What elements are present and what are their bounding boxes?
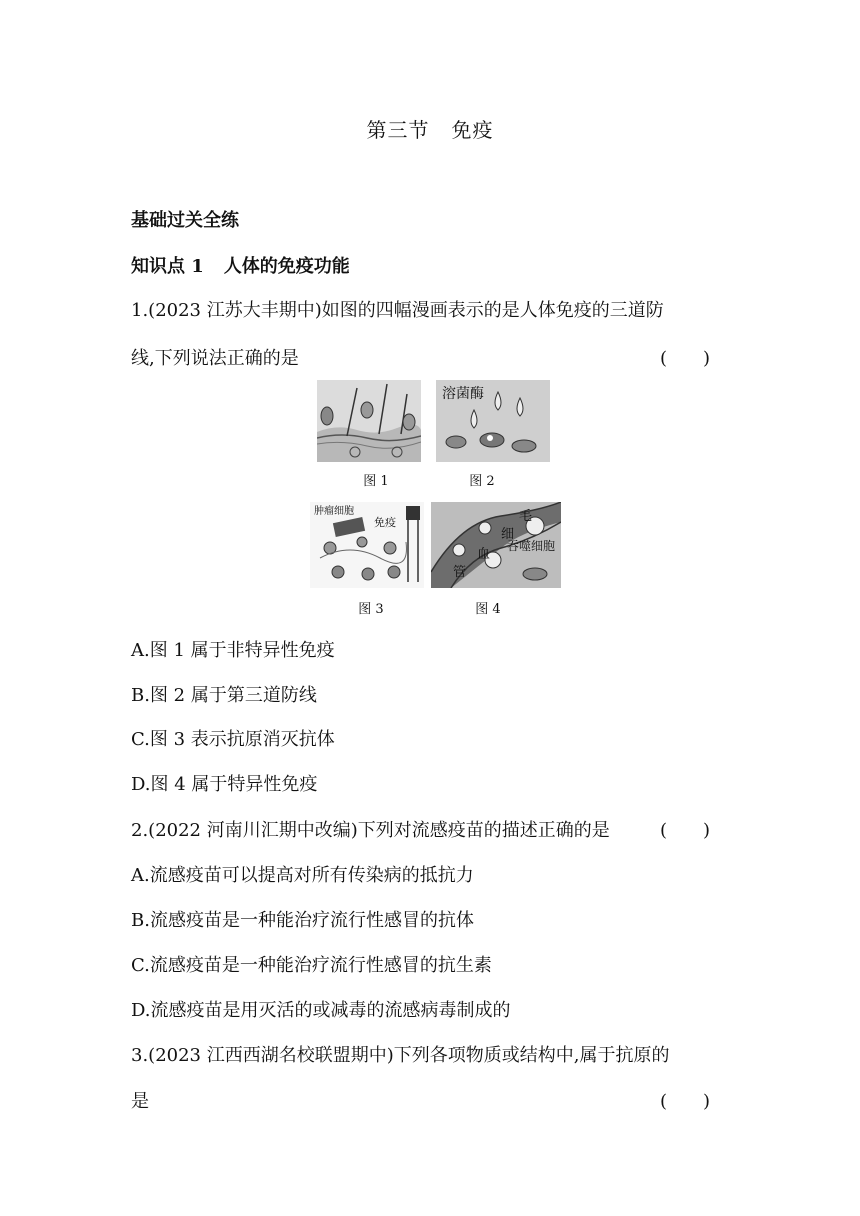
q2-option-b[interactable]: B.流感疫苗是一种能治疗流行性感冒的抗体 [131,910,474,931]
figure-3-caption: 图 3 [358,602,384,617]
knowledge-point-topic: 人体的免疫功能 [223,256,350,277]
figure-3-label-a: 肿瘤细胞 [314,506,354,517]
knowledge-point-label: 知识点 1 [131,256,204,277]
q3-answer-paren: ( ) [660,1091,711,1112]
section-heading: 基础过关全练 [131,210,239,231]
figure-2-image [436,380,550,462]
q2-answer-paren: ( ) [660,820,711,841]
figure-4-label-d: 管 [453,565,467,580]
figure-2-label: 溶菌酶 [442,386,484,402]
figure-4-label-a: 毛 [519,509,533,524]
page-title [0,114,860,143]
q1-stem-line2: 线,下列说法正确的是 [131,348,299,369]
q3-stem-line2: 是 [131,1091,149,1112]
figure-2-caption: 图 2 [469,474,495,489]
q3-stem-line1: 3.(2023 江西西湖名校联盟期中)下列各项物质或结构中,属于抗原的 [131,1045,670,1066]
figure-3-image [310,502,424,588]
q1-stem-line1: 1.(2023 江苏大丰期中)如图的四幅漫画表示的是人体免疫的三道防 [131,300,664,321]
q2-option-a[interactable]: A.流感疫苗可以提高对所有传染病的抵抗力 [131,865,474,886]
q2-option-c[interactable]: C.流感疫苗是一种能治疗流行性感冒的抗生素 [131,955,492,976]
q2-option-d[interactable]: D.流感疫苗是用灭活的或减毒的流感病毒制成的 [131,1000,511,1021]
figure-4-image [431,502,561,588]
figure-4-caption: 图 4 [475,602,501,617]
q1-option-b[interactable]: B.图 2 属于第三道防线 [131,685,317,706]
q1-option-d[interactable]: D.图 4 属于特异性免疫 [131,774,318,795]
figure-4-label-e: 吞噬细胞 [507,539,556,553]
title-sub: 免疫 [451,118,494,142]
figure-4-label-b: 细 [501,527,515,542]
title-main: 第三节 [366,118,430,142]
q2-stem: 2.(2022 河南川汇期中改编)下列对流感疫苗的描述正确的是 [131,820,610,841]
q1-answer-paren: ( ) [660,348,711,369]
figure-3-label-b: 免疫 [374,516,396,529]
figure-4-label-c: 血 [477,547,491,562]
q1-option-c[interactable]: C.图 3 表示抗原消灭抗体 [131,729,335,750]
q1-option-a[interactable]: A.图 1 属于非特异性免疫 [131,640,335,661]
figure-1-caption: 图 1 [363,474,389,489]
figure-1-image [317,380,421,462]
knowledge-point-heading [131,252,350,278]
